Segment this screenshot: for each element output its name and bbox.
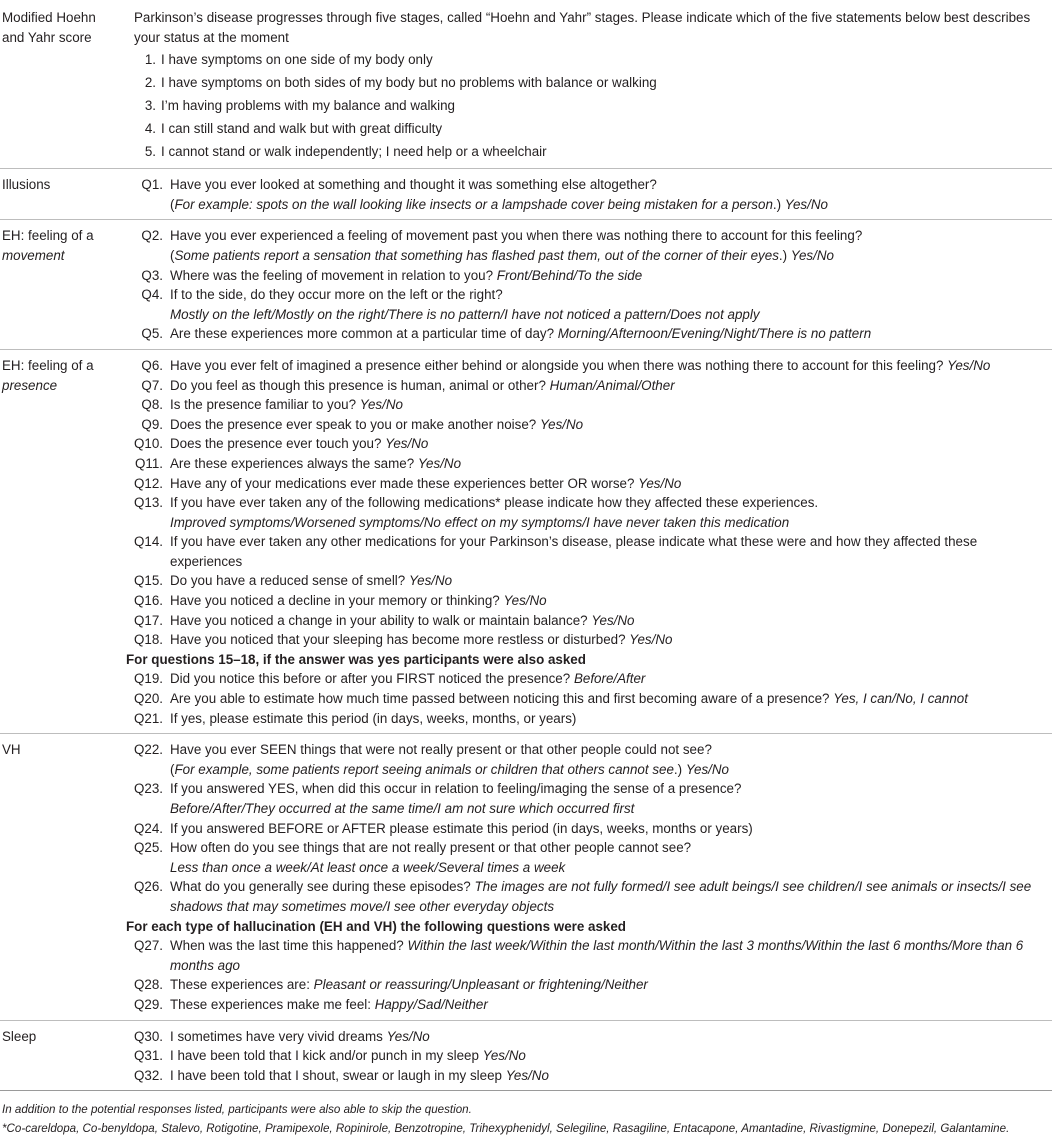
question-q2 [126,226,1044,265]
question-text: Have you ever experienced a feeling of movement past you when there was nothing there to account for this feeling? [170,228,863,244]
question-q17 [126,611,1044,631]
question-q8 [126,395,1044,415]
question-q16 [126,591,1044,611]
answer-options: Yes/No [638,475,682,491]
question-q7 [126,376,1044,396]
question-number: Q1. [141,177,163,193]
question-number: Q10. [133,436,163,452]
question-number: Q20. [133,691,163,707]
answer-options: Yes/No [482,1048,526,1064]
question-number: Q11. [134,455,163,471]
question-q9 [126,415,1044,435]
answer-options: Yes/No [629,632,673,648]
stage-number: 5. [144,144,156,160]
question-number: Q16. [133,593,163,609]
question-q14 [126,532,1044,571]
example-paren: .) [772,196,785,212]
question-text: Have you noticed a change in your ability to walk or maintain balance? [170,612,592,628]
stage-text: I can still stand and walk but with great difficulty [161,121,443,137]
question-text: Have any of your medications ever made these experiences better OR worse? [170,475,639,491]
answer-options: Yes/No [505,1067,549,1083]
question-text: How often do you see things that are not really present or that other people cannot see? [170,840,692,856]
row-label-line: movement [2,248,65,264]
question-text: Have you ever felt of imagined a presence either behind or alongside you when there was nothing there to account for this feeling? [170,357,948,373]
question-number: Q32. [133,1067,163,1083]
row-label-line: and Yahr score [2,30,92,45]
answer-options: Less than once a week/At least once a week/Several times a week [170,859,566,875]
question-text: If you answered BEFORE or AFTER please estimate this period (in days, weeks, months or years) [170,820,753,836]
stage-item [126,71,1044,94]
section-vh [0,734,1052,1020]
question-number: Q9. [141,416,163,432]
question-text: Is the presence familiar to you? [170,397,360,413]
question-text: When was the last time this happened? [170,938,408,954]
question-number: Q24. [133,820,163,836]
section-note: For each type of hallucination (EH and VH) the following questions were asked [126,918,626,934]
answer-options: Before/After [573,671,646,687]
question-text: Do you feel as though this presence is human, animal or other? [170,377,550,393]
question-number: Q22. [133,742,163,758]
example-text: Some patients report a sensation that something has flashed past them, out of the corner of their eyes [174,247,779,263]
stage-text: I’m having problems with my balance and walking [161,98,455,114]
answer-options: Yes/No [359,397,403,413]
row-content [126,1027,1052,1086]
question-q6 [126,356,1044,376]
stage-item [126,117,1044,140]
question-number: Q5. [141,326,163,342]
question-number: Q28. [133,977,163,993]
example-paren: .) [673,761,686,777]
question-number: Q6. [141,357,163,373]
answer-options: Before/After/They occurred at the same time/I am not sure which occurred first [170,801,635,816]
section-hoehn-yahr [0,0,1052,169]
example-paren: ( [170,247,175,263]
question-text: I have been told that I kick and/or punch in my sleep [170,1048,483,1064]
question-q32 [126,1066,1044,1086]
question-number: Q21. [133,710,163,726]
answer-options: Mostly on the left/Mostly on the right/There is no pattern/I have not noticed a pattern/Does not apply [170,306,760,322]
example-paren: .) [778,247,791,263]
stage-item [126,140,1044,163]
question-text: Where was the feeling of movement in relation to you? [170,267,497,283]
question-q23 [126,779,1044,818]
answer-options: Pleasant or reassuring/Unpleasant or frightening/Neither [313,977,648,993]
question-text: I have been told that I shout, swear or laugh in my sleep [170,1067,506,1083]
row-label: Sleep [2,1028,37,1044]
stage-text: I cannot stand or walk independently; I need help or a wheelchair [161,144,547,160]
question-text: I sometimes have very vivid dreams [170,1028,387,1044]
question-q5 [126,324,1044,344]
question-q13 [126,493,1044,532]
section-eh-movement [0,220,1052,350]
answer-options: Yes, I can/No, I cannot [833,691,968,707]
answer-options: Yes/No [685,761,729,777]
row-content [126,175,1052,214]
row-label [0,356,126,728]
question-q28 [126,975,1044,995]
intro-text: Parkinson’s disease progresses through five stages, called “Hoehn and Yahr” stages. Please indicate which of the five statements below best describes your status at the moment [134,10,1031,45]
question-number: Q31. [133,1048,163,1064]
question-text: Have you noticed that your sleeping has become more restless or disturbed? [170,632,630,648]
row-content [126,740,1052,1014]
question-number: Q13. [133,495,163,511]
question-q20 [126,689,1044,709]
question-q22 [126,740,1044,779]
question-number: Q15. [133,573,163,589]
question-text: Does the presence ever speak to you or make another noise? [170,416,540,432]
question-q18 [126,630,1044,650]
example-text: For example, some patients report seeing animals or children that others cannot see [174,761,674,777]
answer-options: Happy/Sad/Neither [374,996,488,1012]
question-text: These experiences are: [170,977,314,993]
question-text: Are these experiences more common at a particular time of day? [170,326,558,342]
answer-options: Yes/No [790,247,834,263]
question-q27 [126,936,1044,975]
question-q26 [126,877,1044,916]
question-number: Q29. [133,996,163,1012]
row-label [0,8,126,163]
answer-options: Yes/No [417,455,462,471]
question-number: Q26. [133,879,163,895]
question-number: Q23. [133,781,163,797]
answer-options: Yes/No [591,612,635,628]
question-text: Have you ever looked at something and thought it was something else altogether? [170,177,657,193]
stage-item [126,48,1044,71]
row-label-line: EH: feeling of a [2,357,94,373]
question-number: Q4. [141,287,163,303]
question-number: Q3. [141,267,163,283]
question-text: Have you noticed a decline in your memory or thinking? [170,593,504,609]
question-number: Q27. [133,938,163,954]
stage-number: 3. [144,98,156,114]
answer-options: Morning/Afternoon/Evening/Night/There is no pattern [557,326,872,342]
question-q29 [126,995,1044,1015]
question-number: Q14. [133,534,163,550]
answer-options: Yes/No [784,196,828,212]
answer-options: Yes/No [385,436,429,452]
question-text: If you have ever taken any of the following medications* please indicate how they affected these experiences. [170,495,819,511]
question-number: Q19. [133,671,163,687]
question-text: If you answered YES, when did this occur in relation to feeling/imaging the sense of a presence? [170,781,742,797]
question-q21 [126,709,1044,729]
footnote: *Co-careldopa, Co-benyldopa, Stalevo, Rotigotine, Pramipexole, Ropinirole, Benzotropine, Trihexyphenidyl, Selegiline, Rasagiline, Entacapone, Amantadine, Rivastigmine, Donepezil, Galantamine. [2,1122,1010,1136]
question-q15 [126,571,1044,591]
question-number: Q8. [141,397,163,413]
row-content [126,8,1052,163]
question-text: Did you notice this before or after you FIRST noticed the presence? [170,671,574,687]
row-label [0,226,126,344]
question-text: Are these experiences always the same? [170,455,418,471]
question-q30 [126,1027,1044,1047]
question-q11 [126,454,1044,474]
row-label: Illusions [2,177,51,193]
question-text: If yes, please estimate this period (in days, weeks, months, or years) [170,710,577,726]
question-number: Q25. [133,840,163,856]
question-q3 [126,266,1044,286]
question-q24 [126,819,1044,839]
question-q25 [126,838,1044,877]
stage-number: 4. [144,121,156,137]
question-q19 [126,669,1044,689]
section-illusions [0,169,1052,220]
question-text: What do you generally see during these episodes? [170,879,475,895]
question-text: Are you able to estimate how much time passed between noticing this and first becoming aware of a presence? [170,691,834,707]
answer-options: Yes/No [503,593,547,609]
question-q1 [126,175,1044,214]
row-label-line: presence [2,377,58,393]
question-q12 [126,474,1044,494]
question-number: Q2. [141,228,163,244]
answer-options: Yes/No [539,416,584,432]
table-footnotes [0,1090,1052,1138]
row-content [126,356,1052,728]
stage-text: I have symptoms on both sides of my body but no problems with balance or walking [161,75,657,91]
row-label: VH [2,742,21,758]
section-note: For questions 15–18, if the answer was yes participants were also asked [126,651,586,667]
question-number: Q30. [133,1028,163,1044]
answer-options: The images are not fully formed/I see adult beings/I see children/I see animals or insects/I see shadows that may sometimes move/I see other everyday objects [170,879,1032,914]
question-text: Do you have a reduced sense of smell? [170,573,409,589]
answer-options: Improved symptoms/Worsened symptoms/No effect on my symptoms/I have never taken this medication [170,514,790,530]
question-q10 [126,434,1044,454]
question-number: Q17. [133,612,163,628]
example-paren: ( [170,196,175,212]
question-text: If you have ever taken any other medications for your Parkinson’s disease, please indicate what these were and how they affected these experiences [170,534,978,569]
question-number: Q18. [133,632,163,648]
question-q31 [126,1046,1044,1066]
stage-text: I have symptoms on one side of my body only [161,52,433,68]
section-sleep [0,1021,1052,1091]
example-text: For example: spots on the wall looking like insects or a lampshade cover being mistaken for a person [174,196,773,212]
answer-options: Human/Animal/Other [549,377,675,393]
question-text: Have you ever SEEN things that were not really present or that other people could not see? [170,742,712,758]
question-text: If to the side, do they occur more on the left or the right? [170,287,503,303]
stage-item [126,94,1044,117]
section-eh-presence [0,350,1052,734]
answer-options: Yes/No [947,357,991,373]
row-label-line: EH: feeling of a [2,228,94,244]
footnote: In addition to the potential responses listed, participants were also able to skip the question. [2,1103,472,1117]
question-q4 [126,285,1044,324]
answer-options: Within the last week/Within the last month/Within the last 3 months/Within the last 6 months/More than 6 months ago [170,938,1024,973]
stage-number: 2. [144,75,156,91]
question-number: Q7. [141,377,163,393]
answer-options: Yes/No [408,573,453,589]
row-label-line: Modified Hoehn [2,10,96,25]
answer-options: Yes/No [386,1028,430,1044]
question-text: Does the presence ever touch you? [170,436,386,452]
example-paren: ( [170,761,175,777]
row-content [126,226,1052,344]
question-text: These experiences make me feel: [170,996,375,1012]
answer-options: Front/Behind/To the side [496,267,643,283]
question-number: Q12. [133,475,163,491]
stage-number: 1. [144,52,156,68]
